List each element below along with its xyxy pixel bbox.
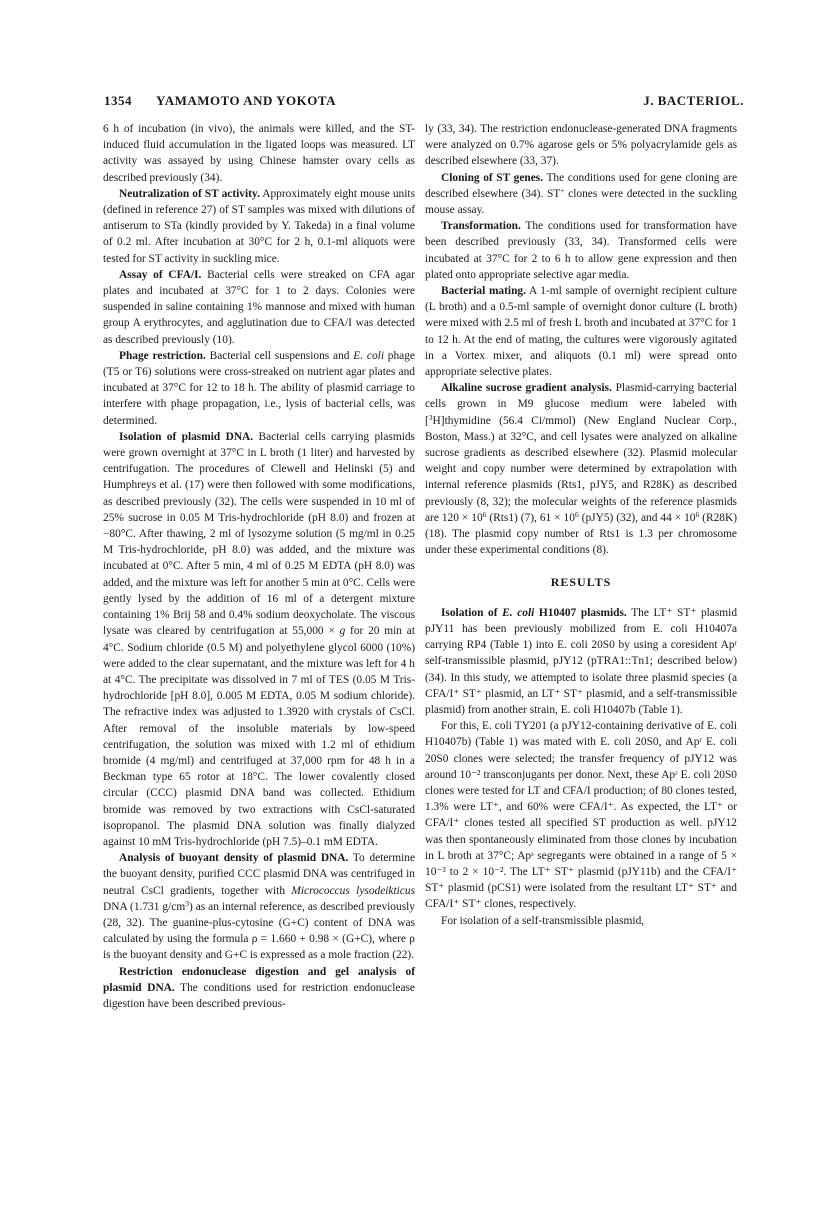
paragraph-cfa-assay — [103, 267, 415, 348]
paragraph-results-2: For this, E. coli TY201 (a pJY12-containing derivative of E. coli H10407b) (Table 1) was mated with E. coli 20S0, and Apʳ E. coli 20S0 clones were selected; the transfer frequency of pJY12 was around 10⁻² transconjugants per donor. Next, these Apʳ E. coli 20S0 clones were tested for LT and CFA/I production; of 80 clones tested, 1.3% were LT⁺, and 60% were CFA/I⁺. As expected, the LT⁺ or CFA/I⁺ clones tested all specified ST production as well. pJY12 was then spontaneously eliminated from those clones by incubation in L broth at 37°C; Apˢ segregants were obtained in a range of 5 × 10⁻³ to 2 × 10⁻². The LT⁺ ST⁺ plasmid (pJY11b) and the CFA/I⁺ ST⁺ plasmid (pCS1) were isolated from the resultant LT⁺ ST⁺ and CFA/I⁺ ST⁺ clones, respectively. — [425, 720, 737, 911]
paragraph-neutralization — [103, 186, 415, 267]
paragraph-text: The conditions used for restriction endonuclease digestion have been described previous- — [103, 981, 415, 1010]
journal-name: J. BACTERIOL. — [643, 93, 744, 108]
superscript: 3 — [428, 412, 433, 422]
paragraph-text: Approximately eight mouse units (defined in reference 27) of ST samples was mixed with dilutions of antiserum to STa (kindly provided by Y. Takeda) in a final volume of 0.2 ml. After incubation at 30°C for 2 h, 0.1-ml aliquots were tested for ST activity in suckling mice. — [103, 187, 416, 265]
paragraph-text: Bacterial cell suspensions and — [205, 349, 354, 362]
section-heading: Restriction endonuclease digestion and gel analysis of plasmid DNA. — [103, 965, 415, 994]
section-heading: Neutralization of ST activity. — [119, 187, 260, 200]
paragraph-text: (Rts1) (7), 61 × 10 — [486, 511, 575, 524]
section-heading: Transformation. — [441, 220, 521, 233]
running-header — [104, 93, 744, 113]
paragraph: ly (33, 34). The restriction endonuclease-generated DNA fragments were analyzed on 0.7% agarose gels or 5% polyacrylamide gels as described elsewhere (33, 37). — [425, 123, 737, 168]
paragraph-text: H]thymidine (56.4 Ci/mmol) (New England Nuclear Corp., Boston, Mass.) at 32°C, and cell lysates were analyzed on alkaline sucrose gradients as described elsewhere (32). Plasmid molecular weight and copy number were determined by extrapolation with internal reference plasmids (Rts1, pJY5, and R28K) as described previously (8, 32); the molecular weights of the reference plasmids are 120 × 10 — [425, 414, 737, 524]
paragraph-text: ) as an internal reference, as described previously (28, 32). The guanine-plus-cytosine (G+C) content of DNA was calculated by using the formula ρ = 1.660 + 0.98 × (G+C), where ρ is the buoyant density and G+C is expressed as a mole fraction (22). — [103, 900, 415, 962]
paragraph-results-3: For isolation of a self-transmissible plasmid, — [441, 914, 645, 927]
results-heading: RESULTS — [550, 575, 612, 590]
paragraph-transformation — [425, 218, 737, 283]
paragraph-mating — [425, 283, 737, 380]
species-name: Micrococcus lysodeikticus — [291, 884, 416, 897]
paragraph-text: (R28K) (18). The plasmid copy number of Rts1 is 1.3 per chromosome under these experimental conditions (8). — [425, 511, 737, 557]
superscript: 6 — [574, 509, 579, 519]
paragraph-text: for 20 min at 4°C. Sodium chloride (0.5 M) and polyethylene glycol 6000 (10%) were added to the clear supernatant, and the mixture was left for 4 h at 4°C. The precipitate was dissolved in 7 ml of TES (0.05 M Tris-hydrochloride [pH 8.0], 0.005 M EDTA, 0.05 M sodium chloride). The refractive index was adjusted to 1.3920 with crystals of CsCl. After removal of the insoluble materials by low-speed centrifugation, the solution was mixed with 1.2 ml of ethidium bromide (4 mg/ml) and centrifuged at 37,000 rpm for 48 h in a Beckman type 65 rotor at 18°C. The lower covalently closed circular (CCC) plasmid DNA band was collected. Ethidium bromide was removed by two extractions with CsCl-saturated isopropanol. The plasmid DNA solution was finally dialyzed against 10 mM Tris-hydrochloride (pH 7.5)–0.1 mM EDTA. — [103, 625, 415, 848]
section-heading: Cloning of ST genes. — [441, 171, 544, 184]
section-heading: Bacterial mating. — [441, 285, 526, 298]
paragraph-text: clones were detected in the suckling mouse assay. — [425, 187, 738, 217]
section-heading: Phage restriction. — [119, 349, 206, 362]
page-number: 1354 — [104, 93, 132, 108]
paragraph-restriction — [103, 964, 415, 1013]
paragraph-text: The LT⁺ ST⁺ plasmid pJY11 has been previously mobilized from E. coli H10407a carrying RP4 (Table 1) into E. coli 20S0 by using a coresident Apʳ self-transmissible plasmid, pJY12 (pTRA1::Tn1; described below) (34). In this study, we attempted to isolate three plasmid species (a CFA/I⁺ ST⁺ plasmid, an LT⁺ ST⁺ plasmid, and a self-transmissible plasmid) from another strain, E. coli H10407b (Table 1). — [425, 606, 738, 716]
heading-text: H10407 plasmids. — [534, 606, 627, 619]
paragraph-text: To determine the buoyant density, purified CCC plasmid DNA was centrifuged in neutral CsCl gradients, together with — [103, 852, 415, 897]
superscript: 6 — [482, 509, 487, 519]
paragraph-text: Bacterial cells were streaked on CFA agar plates and incubated at 37°C for 1 to 2 days. Colonies were suspended in saline containing 1% mannose and mixed with human group A erythrocytes, and agglutination due to CFA/I was detected as described previously (10). — [103, 268, 415, 346]
paragraph-buoyant-density — [103, 850, 415, 963]
paragraph-cloning — [425, 170, 737, 219]
paragraph-text: Plasmid-carrying bacterial cells grown in M9 glucose medium were labeled with [ — [425, 382, 737, 427]
paragraph: 6 h of incubation (in vivo), the animals were killed, and the ST-induced fluid accumulation in the ligated loops was measured. LT activity was assayed by using Chinese hamster ovary cells as described previously (34). — [103, 123, 415, 184]
paragraph-plasmid-isolation — [103, 429, 415, 850]
left-column — [103, 121, 415, 1012]
paragraph-text: A 1-ml sample of overnight recipient culture (L broth) and a 0.5-ml sample of overnight donor culture (L broth) were mixed with 2.5 ml of fresh L broth and incubated at 37°C for 1 to 12 h. At the end of mating, the cultures were vigorously agitated in a Vortex mixer, and aliquots (0.1 ml) were spread onto appropriate selective plates. — [425, 285, 737, 379]
running-authors: YAMAMOTO AND YOKOTA — [156, 93, 336, 108]
paragraph-text: Bacterial cells carrying plasmids were grown overnight at 37°C in L broth (1 liter) and harvested by centrifugation. The procedures of Clewell and Helinski (5) and Humphreys et al. (17) were then followed with some modifications, as described previously (32). The cells were suspended in 10 ml of 25% sucrose in 0.05 M Tris-hydrochloride (pH 8.0) and frozen at −80°C. After thawing, 2 ml of lysozyme solution (5 mg/ml in 0.25 M Tris-hydrochloride, pH 8.0) was added, and the mixture was incubated at 0°C. After 5 min, 4 ml of 0.25 M EDTA (pH 8.0) was added, and the mixture was left for another 5 min at 0°C. Cells were gently lysed by the addition of 16 ml of a detergent mixture containing 1% Brij 58 and 0.4% sodium deoxycholate. The viscous lysate was cleared by centrifugation at 55,000 × — [103, 430, 415, 638]
paragraph-text: (pJY5) (32), and 44 × 10 — [578, 511, 696, 524]
section-heading: Assay of CFA/I. — [119, 268, 202, 281]
section-heading — [441, 607, 627, 619]
paragraph-phage-restriction — [103, 348, 415, 429]
superscript: + — [560, 185, 565, 195]
paragraph-text: The conditions used for transformation have been described previously (33, 34). Transformed cells were incubated at 37°C for 2 to 6 h to allow gene expression and then plated onto appropriate selective agar media. — [425, 220, 737, 281]
paragraph-alkaline-sucrose — [425, 380, 737, 558]
paragraph-results-1 — [425, 605, 737, 718]
paragraph-text: The conditions used for gene cloning are described elsewhere (34). ST — [425, 171, 738, 200]
superscript: 6 — [695, 509, 700, 519]
superscript: 3 — [185, 898, 189, 908]
paragraph-text: phage (T5 or T6) solutions were cross-streaked on nutrient agar plates and incubated at 37°C for 12 to 18 h. The ability of plasmid carriage to interfere with phage propagation, i.e., lysis of bacterial cells, was determined. — [103, 349, 415, 427]
heading-text: Isolation of — [441, 606, 503, 619]
italic-symbol: g — [339, 625, 346, 638]
right-column — [425, 121, 737, 929]
species-name: E. coli — [353, 349, 384, 362]
section-heading: Alkaline sucrose gradient analysis. — [441, 382, 612, 395]
section-heading: Analysis of buoyant density of plasmid DNA. — [119, 852, 349, 865]
section-heading: Isolation of plasmid DNA. — [119, 430, 254, 443]
paragraph-text: DNA (1.731 g/cm — [103, 900, 186, 913]
species-name: E. coli — [502, 606, 535, 619]
